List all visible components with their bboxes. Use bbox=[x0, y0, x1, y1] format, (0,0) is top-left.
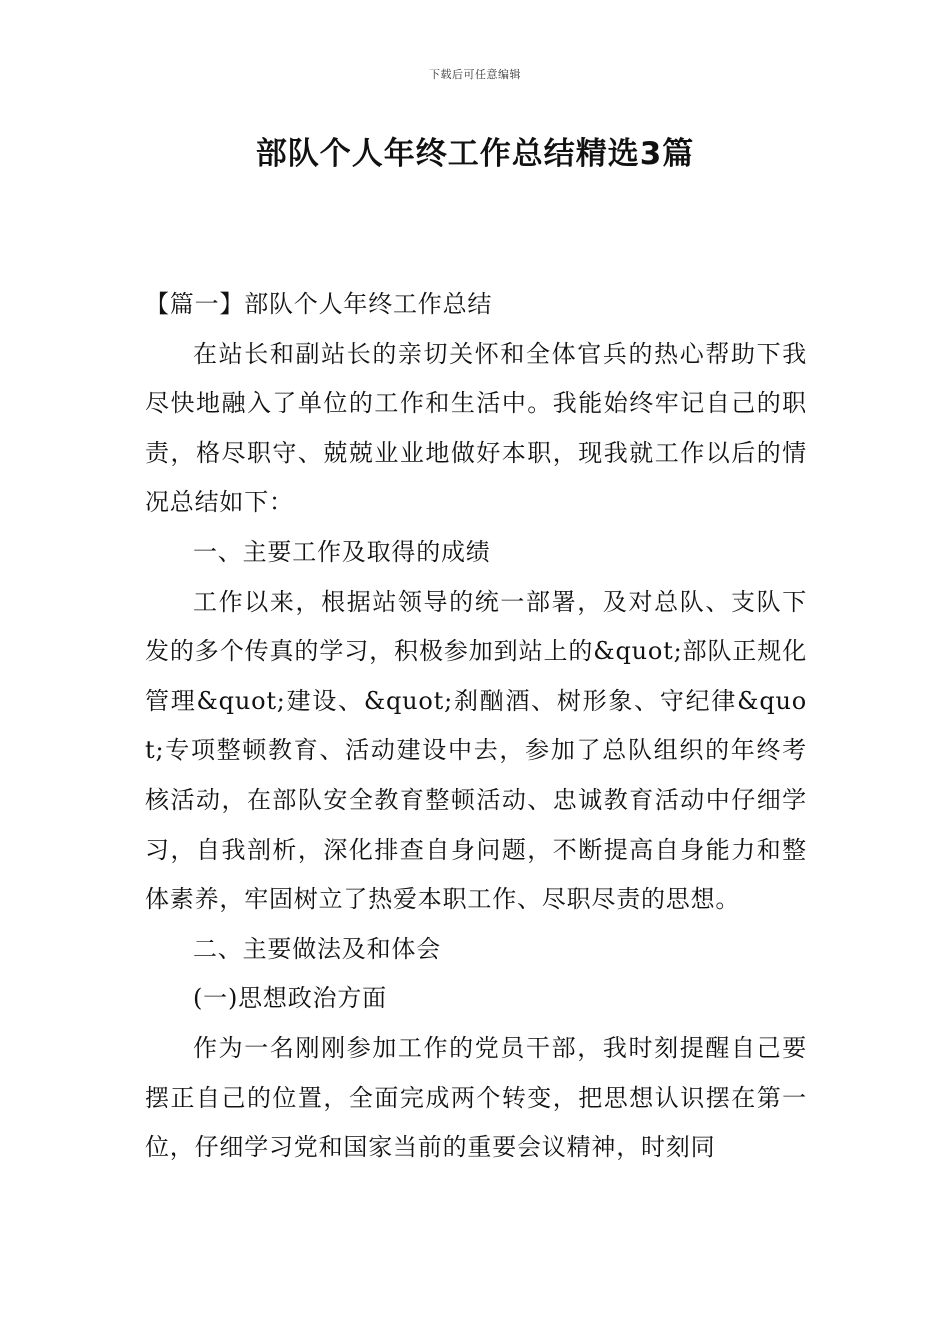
document-title: 部队个人年终工作总结精选3篇 bbox=[255, 136, 695, 172]
document-body bbox=[145, 280, 807, 1173]
paragraph: 在站长和副站长的亲切关怀和全体官兵的热心帮助下我尽快地融入了单位的工作和生活中。我能始终牢记自己的职责，格尽职守、兢兢业业地做好本职，现我就工作以后的情况总结如下： bbox=[145, 339, 807, 517]
subheading: 二、主要做法及和体会 bbox=[193, 934, 441, 963]
paragraph: 工作以来，根据站领导的统一部署，及对总队、支队下发的多个传真的学习，积极参加到站上的&quot;部队正规化管理&quot;建设、&quot;刹酗酒、树形象、守纪律&quot;专项整顿教育、活动建设中去，参加了总队组织的年终考核活动，在部队安全教育整顿活动、忠诚教育活动中仔细学习，自我剖析，深化排查自身问题，不断提高自身能力和整体素养，牢固树立了热爱本职工作、尽职尽责的思想。 bbox=[145, 587, 807, 914]
header-note: 下载后可任意编辑 bbox=[429, 68, 521, 81]
subheading: (一)思想政治方面 bbox=[193, 984, 387, 1013]
paragraph: 作为一名刚刚参加工作的党员干部，我时刻提醒自己要摆正自己的位置，全面完成两个转变，把思想认识摆在第一位，仔细学习党和国家当前的重要会议精神，时刻同 bbox=[145, 1033, 807, 1162]
section-heading: 【篇一】部队个人年终工作总结 bbox=[145, 290, 493, 318]
subheading: 一、主要工作及取得的成绩 bbox=[193, 537, 491, 566]
